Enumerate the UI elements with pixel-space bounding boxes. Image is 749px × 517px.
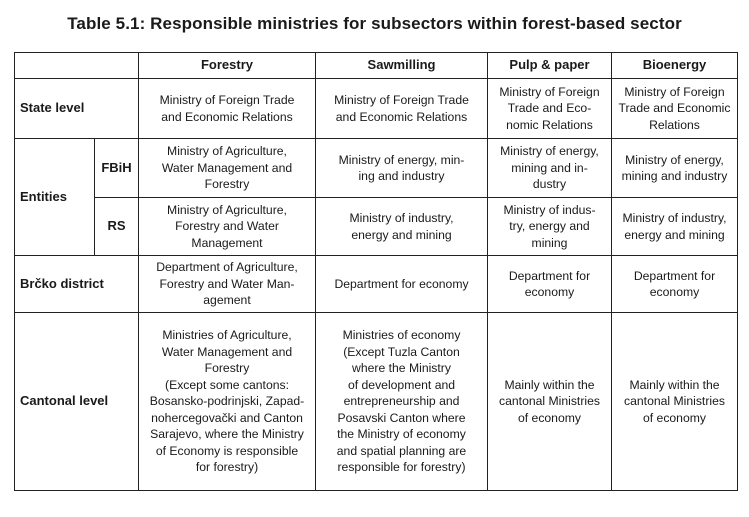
row-label-entities: Entities bbox=[15, 139, 95, 256]
cell-line: of Economy is responsible bbox=[155, 443, 299, 458]
table-cell bbox=[488, 313, 612, 491]
header-forestry: Forestry bbox=[139, 53, 316, 79]
cell-line: Management bbox=[191, 235, 263, 250]
cell-line: mining bbox=[531, 235, 568, 250]
table-cell bbox=[139, 256, 316, 313]
table-row bbox=[15, 198, 738, 256]
cell-line: Ministry of industry, bbox=[622, 211, 727, 225]
cell-line: Mainly within the bbox=[504, 377, 595, 392]
cell-line: and Economic Relations bbox=[335, 109, 468, 124]
cell-line: economy bbox=[524, 285, 575, 299]
cell-line: Department for bbox=[633, 268, 716, 283]
cell-line: Forestry and Water Man- bbox=[159, 276, 295, 291]
cell-line: Forestry and Water bbox=[175, 219, 279, 234]
cell-line: and Economic Relations bbox=[161, 109, 293, 124]
cell-line: for forestry) bbox=[195, 460, 259, 475]
row-sublabel-fbih: FBiH bbox=[95, 139, 139, 198]
cell-line: Ministry of energy, min- bbox=[338, 152, 465, 167]
cell-line: energy and mining bbox=[351, 227, 452, 242]
row-sublabel-rs: RS bbox=[95, 198, 139, 256]
table-cell bbox=[488, 256, 612, 313]
cell-line: nomic Relations bbox=[506, 117, 593, 132]
cell-line: Ministry of Foreign bbox=[499, 84, 600, 99]
table-title: Table 5.1: Responsible ministries for subsectors within forest-based sector bbox=[67, 14, 682, 33]
cell-line: Ministries of Agriculture, bbox=[162, 328, 292, 343]
table-cell bbox=[612, 256, 738, 313]
table-cell bbox=[139, 139, 316, 198]
cell-line: Ministry of Foreign Trade bbox=[334, 93, 469, 107]
cell-line: Ministry of Agriculture, bbox=[167, 202, 287, 217]
header-bioenergy: Bioenergy bbox=[612, 53, 738, 79]
header-sawmilling: Sawmilling bbox=[316, 53, 488, 79]
cell-line: try, energy and bbox=[509, 219, 590, 234]
cell-line: economy bbox=[649, 285, 700, 299]
row-label-brcko: Brčko district bbox=[15, 256, 139, 313]
row-label-cantonal: Cantonal level bbox=[15, 313, 139, 491]
table-cell bbox=[139, 79, 316, 139]
cell-line: cantonal Ministries bbox=[499, 394, 600, 409]
cell-line: nohercegovački and Canton bbox=[151, 410, 303, 425]
table-row bbox=[15, 139, 738, 198]
cell-line: of development and bbox=[347, 377, 456, 392]
cell-line: Ministry of industry, bbox=[349, 211, 454, 225]
cell-line: Forestry bbox=[204, 177, 250, 192]
cell-line: Ministry of energy, bbox=[500, 144, 599, 159]
cell-line: responsible for forestry) bbox=[337, 460, 466, 475]
cell-line: Ministry of energy, bbox=[625, 152, 724, 167]
cell-line: Ministry of Foreign Trade bbox=[159, 93, 295, 107]
cell-line: mining and in- bbox=[511, 160, 588, 175]
header-corner bbox=[15, 53, 139, 79]
cell-line: Ministry of Foreign bbox=[624, 84, 725, 99]
cell-line: Forestry bbox=[204, 361, 250, 376]
cell-line: Department for economy bbox=[334, 276, 469, 291]
header-pulp-paper: Pulp & paper bbox=[488, 53, 612, 79]
cell-line: Trade and Eco- bbox=[507, 101, 592, 116]
cell-line: dustry bbox=[532, 177, 567, 192]
table-cell bbox=[316, 256, 488, 313]
cell-line: Sarajevo, where the Ministry bbox=[150, 427, 304, 442]
cell-line: Ministry of Agriculture, bbox=[167, 144, 287, 159]
cell-line: energy and mining bbox=[624, 227, 725, 242]
table-cell bbox=[316, 313, 488, 491]
cell-line: of economy bbox=[517, 410, 581, 425]
table-row bbox=[15, 313, 738, 491]
cell-line: Department of Agriculture, bbox=[156, 260, 298, 275]
cell-line: agement bbox=[203, 293, 251, 308]
cell-line: ing and industry bbox=[358, 169, 445, 183]
table-cell bbox=[316, 198, 488, 256]
table-cell bbox=[488, 198, 612, 256]
cell-line: Bosansko-podrinjski, Zapad- bbox=[149, 394, 305, 409]
cell-line: Mainly within the bbox=[629, 377, 720, 392]
cell-line: the Ministry of economy bbox=[337, 427, 466, 442]
table-cell bbox=[488, 79, 612, 139]
cell-line: Trade and Economic bbox=[618, 101, 731, 116]
cell-line: entrepreneurship and bbox=[343, 394, 460, 409]
cell-line: Posavski Canton where bbox=[337, 410, 466, 425]
ministries-table bbox=[14, 52, 738, 491]
cell-line: (Except some cantons: bbox=[165, 377, 289, 392]
cell-line: Department for bbox=[508, 268, 591, 283]
cell-line: mining and industry bbox=[621, 169, 728, 183]
cell-line: Ministry of indus- bbox=[503, 202, 596, 217]
table-cell bbox=[612, 79, 738, 139]
table-cell bbox=[612, 198, 738, 256]
cell-line: Relations bbox=[649, 117, 700, 132]
row-label-state: State level bbox=[15, 79, 139, 139]
cell-line: and spatial planning are bbox=[336, 443, 467, 458]
cell-line: Ministries of economy bbox=[342, 328, 461, 343]
cell-line: of economy bbox=[642, 410, 706, 425]
table-row bbox=[15, 79, 738, 139]
cell-line: (Except Tuzla Canton bbox=[343, 344, 460, 359]
cell-line: Water Management and bbox=[161, 160, 293, 175]
header-row bbox=[15, 53, 738, 79]
table-cell bbox=[316, 79, 488, 139]
table-cell bbox=[139, 313, 316, 491]
table-cell bbox=[612, 313, 738, 491]
table-cell bbox=[612, 139, 738, 198]
table-cell bbox=[139, 198, 316, 256]
cell-line: cantonal Ministries bbox=[624, 394, 725, 409]
cell-line: Water Management and bbox=[161, 344, 293, 359]
table-row bbox=[15, 256, 738, 313]
table-cell bbox=[488, 139, 612, 198]
table-cell bbox=[316, 139, 488, 198]
cell-line: where the Ministry bbox=[352, 361, 451, 376]
